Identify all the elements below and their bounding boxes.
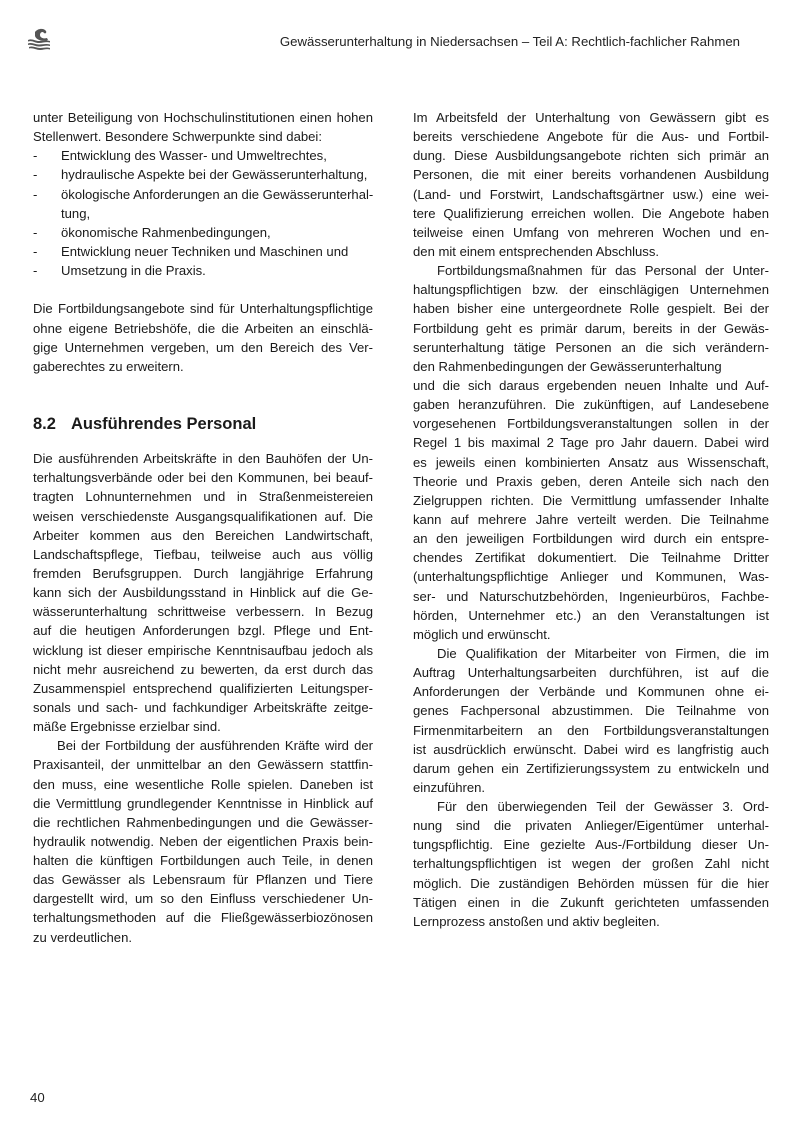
text-line: Anforderungen der Verbände und Kommunen ohne ei- bbox=[413, 684, 769, 700]
text-line: bereits verschiedene Angebote für die Aus- und Fortbil- bbox=[413, 129, 769, 145]
section-title: Ausführendes Personal bbox=[71, 415, 257, 434]
text-line: serunterhaltung tätige Personen an die sich verändern- bbox=[413, 339, 769, 355]
paragraph bbox=[33, 449, 373, 736]
section-number: 8.2 bbox=[33, 415, 56, 434]
text-line: Im Arbeitsfeld der Unterhaltung von Gewässern gibt es bbox=[413, 110, 769, 125]
text-line: einzuführen. bbox=[413, 779, 486, 795]
running-header-title: Gewässerunterhaltung in Niedersachsen – Teil A: Rechtlich-fachlicher Rahmen bbox=[279, 34, 740, 49]
text-line: kann auf mehrere Jahre verteilt werden. Die Teilnahme bbox=[413, 511, 769, 527]
text-line: Die Qualifikation der Mitarbeiter von Firmen, die im bbox=[437, 645, 769, 661]
dash-bullet-icon: - bbox=[33, 243, 38, 259]
paragraph bbox=[413, 797, 769, 931]
text-line: gige Unternehmen vergeben, um den Bereich des Ver- bbox=[33, 339, 373, 355]
text-line: Arbeiter kommen aus den Bereichen Landwirtschaft, bbox=[33, 527, 373, 543]
text-line: terhaltungspflichtigen ist wegen der großen Zahl nicht bbox=[413, 856, 769, 872]
text-line: wässerunterhaltung schrittweise verbessern. In Bezug bbox=[33, 604, 373, 620]
list-item bbox=[33, 185, 373, 223]
text-line: Für den überwiegenden Teil der Gewässer 3. Ord- bbox=[437, 799, 769, 815]
text-line: Zielgruppen richten. Die Vermittlung umfassender Inhalte bbox=[413, 492, 769, 508]
text-line: Theorie und Praxis geben, deren Anteile sich nach den bbox=[413, 473, 769, 489]
text-line: die rechtlichen Rahmenbedingungen und die Gewässer- bbox=[33, 814, 373, 830]
text-line: Tätigen einen in die Zukunft gerichteten umfassenden bbox=[413, 894, 769, 910]
text-line: die Vermittlung grundlegender Kenntnisse in Hinblick auf bbox=[33, 795, 373, 811]
text-line: ökonomische Rahmenbedingungen, bbox=[61, 224, 271, 240]
page-number: 40 bbox=[30, 1090, 45, 1105]
paragraph bbox=[413, 108, 769, 261]
text-line: Die ausführenden Arbeitskräfte in den Bauhöfen der Un- bbox=[33, 451, 373, 467]
text-line: möglich. Die zuständigen Behörden müssen für die hier bbox=[413, 875, 769, 891]
text-line: hörden, Unternehmer etc.) an den Veranstaltungen ist bbox=[413, 607, 769, 623]
text-line: haben bisher eine untergeordnete Rolle gespielt. Bei der bbox=[413, 301, 769, 317]
section-heading bbox=[33, 407, 373, 441]
text-line: Die Fortbildungsangebote sind für Unterhaltungspflichtige bbox=[33, 301, 373, 317]
left-column bbox=[33, 108, 373, 947]
text-line: Auftrag Unterhaltungsarbeiten durchführen, ist auf die bbox=[413, 665, 769, 681]
text-line: haltungspflichtigen bzw. der einschlägigen Unternehmen bbox=[413, 282, 769, 298]
text-line: wicklung ist dieser empirische Kenntnisaufbau jedoch als bbox=[33, 642, 373, 658]
text-line: tung, bbox=[61, 205, 91, 221]
text-line: den muss, eine wesentliche Rolle spielen. Daneben ist bbox=[33, 776, 373, 792]
text-line: an den jeweiligen Fortbildungen wird durch ein entspre- bbox=[413, 531, 769, 547]
text-line: Entwicklung des Wasser- und Umweltrechtes, bbox=[61, 148, 327, 164]
text-line: Entwicklung neuer Techniken und Maschinen und bbox=[61, 243, 349, 259]
text-line: fremden Berufsgruppen. Durch langjährige Erfahrung bbox=[33, 565, 373, 581]
text-line: tungspflichtig. Eine gezielte Aus-/Fortbildung dieser Un- bbox=[413, 837, 769, 853]
text-line: Zusammenspiel entsprechend qualifizierten Leitungsper- bbox=[33, 680, 373, 696]
paragraph bbox=[413, 644, 769, 797]
text-line: Fortbildung geht es primär darum, bereits in der Gewäs- bbox=[413, 320, 769, 336]
text-line: nung sind die privaten Anlieger/Eigentümer unterhal- bbox=[413, 818, 769, 834]
text-line: teilweise einen Umfang von mehreren Wochen und en- bbox=[413, 224, 769, 240]
text-line: tere Qualifizierung erreichen wollen. Die Angebote haben bbox=[413, 205, 769, 221]
text-line: auf die heutigen Anforderungen bzgl. Pflege und Ent- bbox=[33, 623, 373, 639]
text-line: den Rahmenbedingungen der Gewässerunterhaltung bbox=[413, 358, 722, 374]
text-line: (Land- und Forstwirt, Landschaftsgärtner usw.) eine wei- bbox=[413, 186, 769, 202]
text-line: kann sich der Ausbildungsstand in Hinblick auf die Ge- bbox=[33, 585, 373, 601]
text-line: Landschaftspflege, Tiefbau, teilweise auch aus völlig bbox=[33, 546, 373, 562]
dash-bullet-icon: - bbox=[33, 224, 38, 240]
text-line: chendes Zertifikat dokumentiert. Die Teilnahme Dritter bbox=[413, 550, 769, 566]
right-column bbox=[413, 108, 769, 931]
text-line: genes Fachpersonal abzustimmen. Die Teilnahme von bbox=[413, 703, 769, 719]
text-line: unter Beteiligung von Hochschulinstitutionen einen hohen bbox=[33, 110, 373, 125]
paragraph bbox=[33, 299, 373, 376]
text-line: Lernprozess anstoßen und aktiv begleiten. bbox=[413, 913, 660, 929]
text-line: Umsetzung in die Praxis. bbox=[61, 263, 206, 279]
list-item bbox=[33, 223, 373, 242]
text-line: zu verdeutlichen. bbox=[33, 929, 132, 945]
text-line: ökologische Anforderungen an die Gewässerunterhal- bbox=[61, 186, 374, 202]
text-line: Fortbildungsmaßnahmen für das Personal der Unter- bbox=[437, 263, 769, 279]
text-line: Stellenwert. Besondere Schwerpunkte sind dabei: bbox=[33, 129, 322, 145]
text-line: gaben heranzuführen. Die zukünftigen, auf Landesebene bbox=[413, 397, 769, 413]
text-line: dung. Diese Ausbildungsangebote richten sich primär an bbox=[413, 148, 769, 164]
focus-list bbox=[33, 146, 373, 280]
text-line: Regel 1 bis maximal 2 Tage pro Jahr dauern. Dabei wird bbox=[413, 435, 769, 451]
text-line: dargestellt wird, um so den Einfluss verschiedener Un- bbox=[33, 891, 373, 907]
text-line: terhaltungsmethoden auf die Fließgewässerbiozönosen bbox=[33, 910, 373, 926]
text-line: hydraulische Aspekte bei der Gewässerunterhaltung, bbox=[61, 167, 368, 183]
text-line: tragten Lohnunternehmen und in Straßenmeistereien bbox=[33, 489, 373, 505]
text-line: gaberechtes zu erweitern. bbox=[33, 358, 184, 374]
text-line: es jeweils einen kombinierten Ansatz aus Wissenschaft, bbox=[413, 454, 769, 470]
text-line: Firmenmitarbeitern an den Fortbildungsveranstaltungen bbox=[413, 722, 769, 738]
text-line: Bei der Fortbildung der ausführenden Kräfte wird der bbox=[57, 738, 373, 754]
list-item bbox=[33, 261, 373, 280]
list-item bbox=[33, 242, 373, 261]
dash-bullet-icon: - bbox=[33, 148, 38, 164]
text-line: ser- und Naturschutzbehörden, Ingenieurbüros, Fachbe- bbox=[413, 588, 769, 604]
dash-bullet-icon: - bbox=[33, 186, 38, 202]
intro-paragraph bbox=[33, 108, 373, 146]
text-line: und die sich daraus ergebenden neuen Inhalte und Auf- bbox=[413, 377, 769, 393]
paragraph bbox=[33, 736, 373, 947]
text-line: nicht mehr ausreichend zu bewerten, da erst durch das bbox=[33, 661, 373, 677]
spacer bbox=[33, 280, 373, 299]
text-line: Personen, die mit einer bereits vorhandenen Ausbildung bbox=[413, 167, 769, 183]
dash-bullet-icon: - bbox=[33, 167, 38, 183]
list-item bbox=[33, 165, 373, 184]
spacer bbox=[33, 376, 373, 395]
text-line: das Gewässer als Lebensraum für Pflanzen und Tiere bbox=[33, 872, 373, 888]
text-line: darum gehen ein Zertifizierungssystem zu entwickeln und bbox=[413, 760, 769, 776]
text-line: Praxisanteil, der unmittelbar an den Gewässern stattfin- bbox=[33, 757, 373, 773]
text-line: halten die künftigen Fortbildungen auch Teile, in denen bbox=[33, 853, 373, 869]
dash-bullet-icon: - bbox=[33, 263, 38, 279]
text-line: ist ausdrücklich erwünscht. Dabei wird es langfristig auch bbox=[413, 741, 769, 757]
text-line: mäße Ergebnisse erzielbar sind. bbox=[33, 719, 221, 735]
text-line: weisen verschiedenste Ausgangsqualifikationen auf. Die bbox=[33, 508, 373, 524]
text-line: hydraulik notwendig. Neben der eigentlichen Praxis bein- bbox=[33, 833, 373, 849]
list-item bbox=[33, 146, 373, 165]
wave-logo-icon bbox=[26, 28, 52, 52]
text-line: ohne eigene Betriebshöfe, die die Arbeiten an einschlä- bbox=[33, 320, 373, 336]
text-line: terhaltungsverbände oder bei den Kommunen, bei beauf- bbox=[33, 470, 373, 486]
text-line: (unterhaltungspflichtige Anlieger und Kommunen, Was- bbox=[413, 569, 769, 585]
text-line: vorgesehenen Fortbildungsveranstaltungen sollen in der bbox=[413, 416, 769, 432]
text-line: sonals und sach- und fachkundiger Arbeitskräfte zeitge- bbox=[33, 699, 373, 715]
paragraph bbox=[413, 261, 769, 644]
text-line: den mit einem entsprechenden Abschluss. bbox=[413, 243, 660, 259]
text-line: möglich und erwünscht. bbox=[413, 626, 551, 642]
